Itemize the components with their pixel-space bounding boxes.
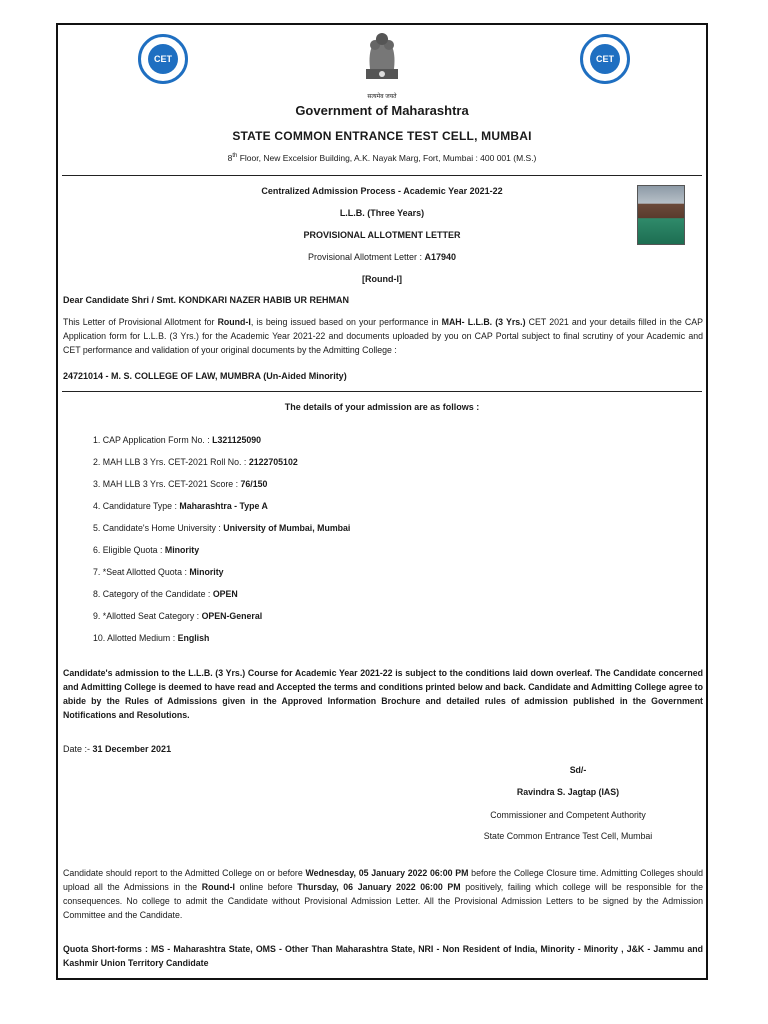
detail-item bbox=[93, 567, 224, 577]
conditions-paragraph: Candidate's admission to the L.L.B. (3 Yrs.) Course for Academic Year 2021-22 is subject to the conditions laid down overleaf. The Candidate concerned and Admitting College is deemed to have read and Accepted the terms and conditions printed below and back. Candidate and Admitting College agree to abide by the Rules of Admissions given in the Approved Information Brochure and detailed rules of admission published in the Government Notifications and Resolutions. bbox=[63, 668, 703, 720]
detail-value: L321125090 bbox=[212, 435, 262, 445]
letter-date: Date :- 31 December 2021 bbox=[63, 744, 172, 754]
process-title: Centralized Admission Process - Academic Year 2021-22 bbox=[261, 186, 503, 196]
detail-item bbox=[93, 611, 262, 621]
detail-label: 7. *Seat Allotted Quota : bbox=[93, 567, 190, 577]
detail-label: 1. CAP Application Form No. : bbox=[93, 435, 213, 445]
detail-item bbox=[93, 479, 267, 489]
detail-label: 2. MAH LLB 3 Yrs. CET-2021 Roll No. : bbox=[93, 457, 249, 467]
intro-paragraph: This Letter of Provisional Allotment for Round-I, is being issued based on your performance in MAH- L.L.B. (3 Yrs.) CET 2021 and your details filled in the CAP Application form for L.L.B. (3 Yrs.) for the Academic Year 2021-22 and documents uploaded by you on CAP Portal subject to final scrutiny of your Academic and CET performance and validation of your original documents by the Admitting College : bbox=[63, 317, 704, 355]
letter-title: PROVISIONAL ALLOTMENT LETTER bbox=[303, 230, 461, 240]
reporting-paragraph: Candidate should report to the Admitted College on or before Wednesday, 05 January 2022 06:00 PM before the College Closure time. Admitting Colleges should upload all the Admissions in the Round-I online before Thursday, 06 January 2022 06:00 PM positively, failing which college will be responsible for the consequences. No college to admit the Candidate without Provisional Admission Letter. All the Provisional Admission Letters to be signed by the Admission Committee and the Candidate. bbox=[63, 868, 704, 920]
detail-value: OPEN-General bbox=[201, 611, 263, 621]
detail-value: Minority bbox=[164, 545, 200, 555]
detail-value: 2122705102 bbox=[248, 457, 298, 467]
signature-office: State Common Entrance Test Cell, Mumbai bbox=[483, 831, 653, 841]
cell-title: STATE COMMON ENTRANCE TEST CELL, MUMBAI bbox=[232, 129, 532, 143]
detail-value: OPEN bbox=[212, 589, 238, 599]
college-name: 24721014 - M. S. COLLEGE OF LAW, MUMBRA (Un-Aided Minority) bbox=[63, 371, 347, 381]
details-heading: The details of your admission are as follows : bbox=[284, 402, 480, 412]
detail-label: 6. Eligible Quota : bbox=[93, 545, 165, 555]
detail-value: 76/150 bbox=[240, 479, 268, 489]
government-title: Government of Maharashtra bbox=[295, 103, 469, 118]
cet-logo-right bbox=[580, 34, 630, 84]
detail-label: 8. Category of the Candidate : bbox=[93, 589, 213, 599]
detail-label: 9. *Allotted Seat Category : bbox=[93, 611, 202, 621]
cell-address: 8th Floor, New Excelsior Building, A.K. Nayak Marg, Fort, Mumbai : 400 001 (M.S.) bbox=[227, 153, 537, 163]
signature-role: Commissioner and Competent Authority bbox=[490, 810, 646, 820]
detail-item bbox=[93, 523, 350, 533]
cet-logo-left bbox=[138, 34, 188, 84]
detail-label: 3. MAH LLB 3 Yrs. CET-2021 Score : bbox=[93, 479, 241, 489]
detail-label: 5. Candidate's Home University : bbox=[93, 523, 224, 533]
detail-item bbox=[93, 457, 298, 467]
signature-name: Ravindra S. Jagtap (IAS) bbox=[516, 787, 620, 797]
detail-label: 10. Allotted Medium : bbox=[93, 633, 178, 643]
detail-item bbox=[93, 435, 261, 445]
candidate-photo bbox=[637, 185, 685, 245]
round-label: [Round-I] bbox=[362, 274, 402, 284]
course-title: L.L.B. (Three Years) bbox=[339, 208, 425, 218]
letter-frame bbox=[56, 23, 708, 980]
detail-value: Minority bbox=[189, 567, 224, 577]
divider bbox=[62, 391, 702, 392]
detail-label: 4. Candidature Type : bbox=[93, 501, 180, 511]
cet-logo-text: CET bbox=[590, 44, 620, 74]
detail-item bbox=[93, 633, 209, 643]
signature-sd: Sd/- bbox=[569, 765, 587, 775]
detail-value: University of Mumbai, Mumbai bbox=[223, 523, 351, 533]
cet-logo-text: CET bbox=[148, 44, 178, 74]
candidate-salutation: Dear Candidate Shri / Smt. KONDKARI NAZER HABIB UR REHMAN bbox=[63, 295, 350, 305]
detail-value: Maharashtra - Type A bbox=[179, 501, 268, 511]
detail-value: English bbox=[177, 633, 210, 643]
detail-item bbox=[93, 545, 199, 555]
divider bbox=[62, 175, 702, 176]
quota-shortforms: Quota Short-forms : MS - Maharashtra State, OMS - Other Than Maharashtra State, NRI - Non Resident of India, Minority - Minority , J&K - Jammu and Kashmir Union Territory Candidate bbox=[63, 944, 703, 968]
letter-number: Provisional Allotment Letter : A17940 bbox=[307, 252, 457, 262]
emblem-motto: सत्यमेव जयते bbox=[367, 94, 397, 100]
national-emblem-icon bbox=[360, 29, 404, 99]
detail-item bbox=[93, 589, 238, 599]
detail-item bbox=[93, 501, 268, 511]
